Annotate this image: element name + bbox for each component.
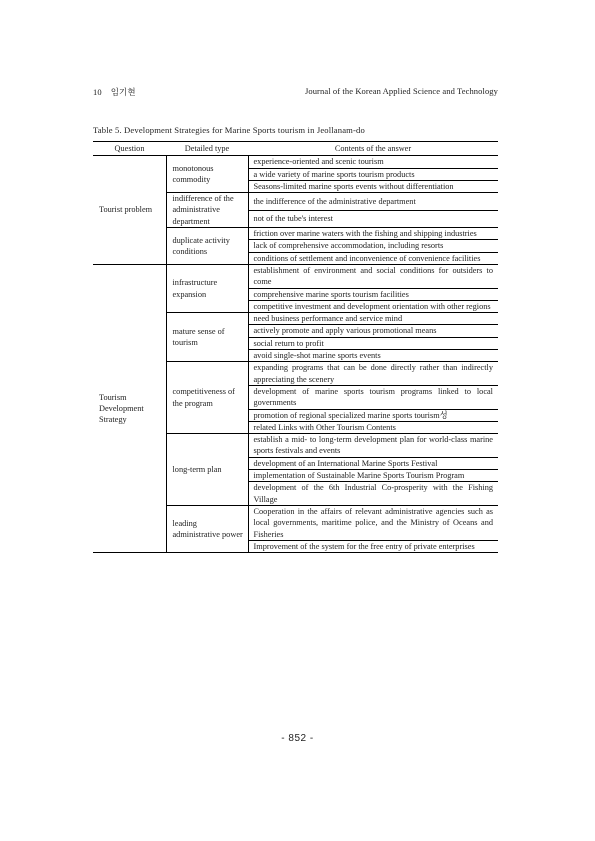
table-caption: Table 5. Development Strategies for Marine Sports tourism in Jeollanam-do (93, 125, 365, 135)
answer-cell: Seasons-limited marine sports events without differentiation (248, 180, 498, 192)
type-cell: competitiveness of the program (166, 362, 248, 434)
answer-cell: competitive investment and development orientation with other regions (248, 300, 498, 312)
answer-cell: Cooperation in the affairs of relevant administrative agencies such as local governments, maritime police, and the Ministry of Oceans and Fisheries (248, 505, 498, 540)
table-row (93, 156, 498, 168)
answer-cell: avoid single-shot marine sports events (248, 350, 498, 362)
strategy-table (93, 141, 498, 553)
answer-cell: promotion of regional specialized marine sports tourism성 (248, 409, 498, 421)
column-header-question: Question (93, 142, 166, 156)
answer-cell: implementation of Sustainable Marine Sports Tourism Program (248, 470, 498, 482)
answer-cell: establishment of environment and social conditions for outsiders to come (248, 264, 498, 288)
answer-cell: development of an International Marine Sports Festival (248, 457, 498, 469)
type-cell: infrastructure expansion (166, 264, 248, 312)
type-cell: monotonous commodity (166, 156, 248, 193)
answer-cell: need business performance and service mind (248, 313, 498, 325)
type-cell: duplicate activity conditions (166, 228, 248, 265)
answer-cell: the indifference of the administrative department (248, 193, 498, 210)
answer-cell: comprehensive marine sports tourism facilities (248, 288, 498, 300)
answer-cell: establish a mid- to long-term development plan for world-class marine sports festivals and events (248, 434, 498, 458)
answer-cell: lack of comprehensive accommodation, including resorts (248, 240, 498, 252)
type-cell: indifference of the administrative department (166, 193, 248, 228)
type-cell: leading administrative power (166, 505, 248, 552)
answer-cell: social return to profit (248, 337, 498, 349)
answer-cell: development of the 6th Industrial Co-prosperity with the Fishing Village (248, 482, 498, 506)
table-header-row (93, 142, 498, 156)
type-cell: mature sense of tourism (166, 313, 248, 362)
answer-cell: Improvement of the system for the free entry of private enterprises (248, 540, 498, 552)
author-name: 임기현 (110, 87, 136, 97)
running-header-left (93, 86, 136, 98)
answer-cell: actively promote and apply various promotional means (248, 325, 498, 337)
journal-name: Journal of the Korean Applied Science and Technology (304, 86, 498, 96)
table-row (93, 264, 498, 288)
answer-cell: not of the tube's interest (248, 210, 498, 227)
answer-cell: a wide variety of marine sports tourism products (248, 168, 498, 180)
answer-cell: expanding programs that can be done directly rather than indirectly appreciating the scenery (248, 362, 498, 386)
answer-cell: related Links with Other Tourism Contents (248, 421, 498, 433)
type-cell: long-term plan (166, 434, 248, 506)
answer-cell: development of marine sports tourism programs linked to local governments (248, 385, 498, 409)
column-header-contents: Contents of the answer (248, 142, 498, 156)
answer-cell: conditions of settlement and inconvenience of convenience facilities (248, 252, 498, 264)
answer-cell: experience-oriented and scenic tourism (248, 156, 498, 168)
page-number: 10 (93, 87, 102, 97)
question-cell: Tourism Development Strategy (93, 264, 166, 552)
question-cell: Tourist problem (93, 156, 166, 265)
page-footer-number: - 852 - (281, 733, 314, 744)
answer-cell: friction over marine waters with the fishing and shipping industries (248, 228, 498, 240)
column-header-detailed-type: Detailed type (166, 142, 248, 156)
